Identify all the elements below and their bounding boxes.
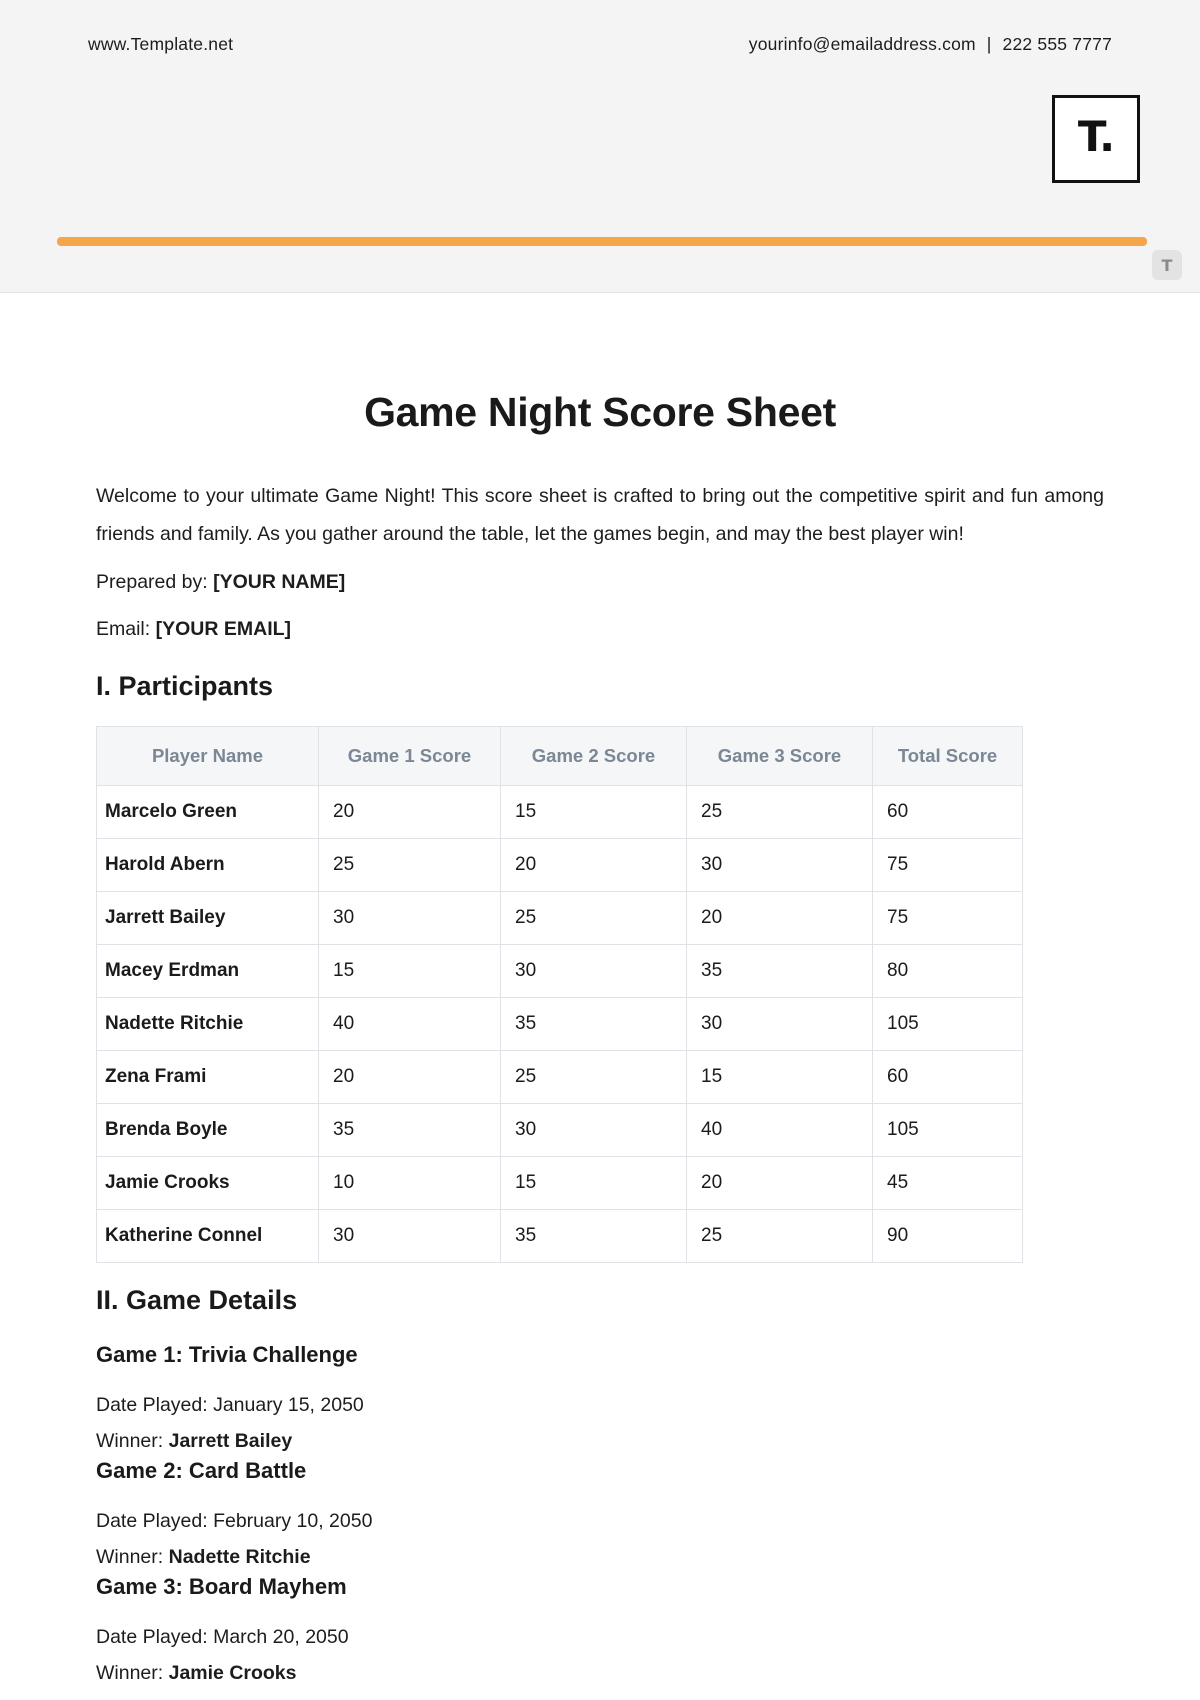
cell-player-name: Zena Frami <box>97 1051 319 1104</box>
table-row <box>97 1104 1023 1157</box>
cell-player-name: Jarrett Bailey <box>97 892 319 945</box>
winner-label: Winner: <box>96 1662 164 1684</box>
game-3-date: March 20, 2050 <box>213 1626 349 1648</box>
email-label: Email: <box>96 618 151 640</box>
template-badge-icon: T <box>1152 250 1182 280</box>
document-body <box>0 389 1200 1690</box>
cell-game2-score: 35 <box>501 1210 687 1263</box>
cell-player-name: Katherine Connel <box>97 1210 319 1263</box>
logo-text: T. <box>1077 112 1115 161</box>
cell-game2-score: 20 <box>501 839 687 892</box>
cell-game1-score: 20 <box>319 786 501 839</box>
cell-game1-score: 10 <box>319 1157 501 1210</box>
column-header-game3: Game 3 Score <box>687 727 873 786</box>
cell-player-name: Nadette Ritchie <box>97 998 319 1051</box>
game-1-title: Game 1: Trivia Challenge <box>96 1342 358 1367</box>
prepared-by-label: Prepared by: <box>96 571 208 593</box>
accent-divider <box>57 237 1147 246</box>
date-played-label: Date Played: <box>96 1626 208 1648</box>
cell-game3-score: 30 <box>687 839 873 892</box>
cell-game1-score: 15 <box>319 945 501 998</box>
page-title: Game Night Score Sheet <box>364 389 836 435</box>
contact-separator: | <box>986 34 992 54</box>
cell-game1-score: 30 <box>319 1210 501 1263</box>
cell-game3-score: 35 <box>687 945 873 998</box>
email-value[interactable]: [YOUR EMAIL] <box>155 618 292 640</box>
game-2-winner: Nadette Ritchie <box>168 1546 311 1568</box>
game-3-title: Game 3: Board Mayhem <box>96 1574 347 1599</box>
cell-game3-score: 25 <box>687 1210 873 1263</box>
prepared-by-line <box>96 565 1104 600</box>
cell-total-score: 75 <box>873 892 1023 945</box>
cell-total-score: 105 <box>873 1104 1023 1157</box>
table-header-row <box>97 727 1023 786</box>
email-address[interactable]: yourinfo@emailaddress.com <box>748 34 976 54</box>
cell-game1-score: 35 <box>319 1104 501 1157</box>
cell-game2-score: 15 <box>501 786 687 839</box>
cell-total-score: 80 <box>873 945 1023 998</box>
brand-logo <box>1052 95 1140 183</box>
game-2-date: February 10, 2050 <box>213 1510 373 1532</box>
table-row <box>97 1157 1023 1210</box>
date-played-label: Date Played: <box>96 1394 208 1416</box>
table-row <box>97 892 1023 945</box>
participants-heading: I. Participants <box>96 671 274 701</box>
cell-player-name: Marcelo Green <box>97 786 319 839</box>
column-header-game2: Game 2 Score <box>501 727 687 786</box>
cell-game3-score: 20 <box>687 892 873 945</box>
game-2-date-line <box>96 1504 1104 1538</box>
column-header-game1: Game 1 Score <box>319 727 501 786</box>
cell-total-score: 90 <box>873 1210 1023 1263</box>
winner-label: Winner: <box>96 1430 164 1452</box>
phone-number: 222 555 7777 <box>1002 34 1112 54</box>
cell-game1-score: 25 <box>319 839 501 892</box>
game-1-date-line <box>96 1388 1104 1422</box>
cell-game3-score: 20 <box>687 1157 873 1210</box>
game-2-winner-line <box>96 1540 1104 1574</box>
cell-player-name: Macey Erdman <box>97 945 319 998</box>
cell-game1-score: 20 <box>319 1051 501 1104</box>
cell-player-name: Harold Abern <box>97 839 319 892</box>
game-1-winner-line <box>96 1424 1104 1458</box>
cell-game3-score: 25 <box>687 786 873 839</box>
cell-total-score: 105 <box>873 998 1023 1051</box>
table-row <box>97 998 1023 1051</box>
participants-table <box>96 726 1023 1263</box>
cell-game2-score: 30 <box>501 1104 687 1157</box>
cell-total-score: 45 <box>873 1157 1023 1210</box>
table-row <box>97 839 1023 892</box>
date-played-label: Date Played: <box>96 1510 208 1532</box>
contact-info <box>749 34 1112 55</box>
page-header <box>0 0 1200 293</box>
column-header-player-name: Player Name <box>97 727 319 786</box>
game-1-winner: Jarrett Bailey <box>168 1430 293 1452</box>
cell-game3-score: 40 <box>687 1104 873 1157</box>
table-row <box>97 1210 1023 1263</box>
table-row <box>97 786 1023 839</box>
website-link[interactable]: www.Template.net <box>88 34 234 54</box>
cell-game2-score: 30 <box>501 945 687 998</box>
header-contact-bar <box>88 34 1112 55</box>
cell-game2-score: 15 <box>501 1157 687 1210</box>
game-details-heading: II. Game Details <box>96 1285 298 1315</box>
table-row <box>97 945 1023 998</box>
cell-game3-score: 30 <box>687 998 873 1051</box>
email-line <box>96 612 1104 647</box>
cell-player-name: Brenda Boyle <box>97 1104 319 1157</box>
game-3-date-line <box>96 1620 1104 1654</box>
column-header-total: Total Score <box>873 727 1023 786</box>
cell-game2-score: 35 <box>501 998 687 1051</box>
prepared-by-value[interactable]: [YOUR NAME] <box>213 571 346 593</box>
cell-total-score: 60 <box>873 1051 1023 1104</box>
game-1-date: January 15, 2050 <box>213 1394 364 1416</box>
cell-game2-score: 25 <box>501 1051 687 1104</box>
cell-game1-score: 40 <box>319 998 501 1051</box>
cell-player-name: Jamie Crooks <box>97 1157 319 1210</box>
game-3-winner: Jamie Crooks <box>168 1662 297 1684</box>
cell-total-score: 60 <box>873 786 1023 839</box>
cell-total-score: 75 <box>873 839 1023 892</box>
cell-game2-score: 25 <box>501 892 687 945</box>
cell-game1-score: 30 <box>319 892 501 945</box>
game-3-winner-line <box>96 1656 1104 1690</box>
intro-paragraph: Welcome to your ultimate Game Night! This score sheet is crafted to bring out the competitive spirit and fun among friends and family. As you gather around the table, let the games begin, and may the best player win! <box>96 485 1104 545</box>
winner-label: Winner: <box>96 1546 164 1568</box>
cell-game3-score: 15 <box>687 1051 873 1104</box>
table-row <box>97 1051 1023 1104</box>
game-2-title: Game 2: Card Battle <box>96 1458 307 1483</box>
